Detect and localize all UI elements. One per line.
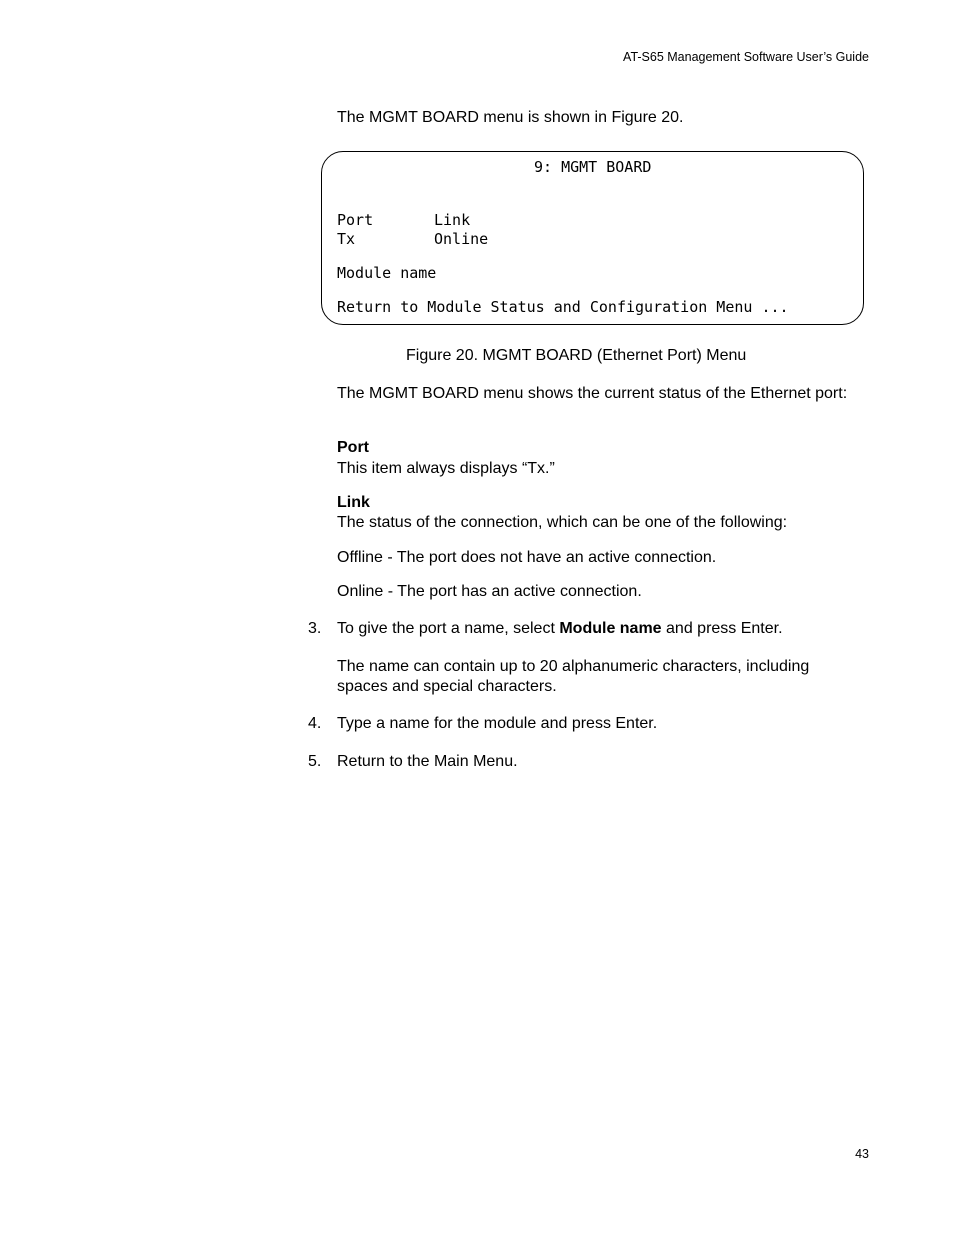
terminal-module-name-item: Module name (337, 264, 437, 282)
step-number-4: 4. (308, 715, 322, 732)
terminal-link-value: Online (434, 230, 489, 248)
step-text-3 (337, 619, 857, 639)
definition-text-port: This item always displays “Tx.” (337, 460, 555, 477)
step-3-note: The name can contain up to 20 alphanumeric characters, including spaces and special characters. (337, 658, 810, 695)
terminal-screen (321, 151, 864, 325)
terminal-return-item: Return to Module Status and Configuration Menu ... (337, 298, 789, 316)
step-text-4: Type a name for the module and press Enter. (337, 715, 658, 732)
description-paragraph: The MGMT BOARD menu shows the current status of the Ethernet port: (337, 385, 848, 402)
step-3-pre: To give the port a name, select (337, 620, 560, 637)
definition-term-port: Port (337, 439, 369, 456)
step-number-5: 5. (308, 753, 322, 770)
running-header: AT-S65 Management Software User’s Guide (623, 50, 869, 64)
step-number-3: 3. (308, 620, 322, 637)
figure-caption: Figure 20. MGMT BOARD (Ethernet Port) Menu (406, 347, 747, 364)
terminal-port-header: Port (337, 211, 374, 229)
intro-paragraph: The MGMT BOARD menu is shown in Figure 20. (337, 109, 684, 126)
definition-term-link: Link (337, 494, 370, 511)
terminal-title: 9: MGMT BOARD (534, 158, 652, 176)
step-3-bold: Module name (559, 620, 662, 637)
step-3-post: and press Enter. (661, 620, 783, 637)
definition-text-link: The status of the connection, which can be one of the following: (337, 514, 788, 531)
terminal-port-value: Tx (337, 230, 356, 248)
link-state-offline: Offline - The port does not have an active connection. (337, 549, 717, 566)
step-text-5: Return to the Main Menu. (337, 753, 518, 770)
terminal-link-header: Link (434, 211, 471, 229)
link-state-online: Online - The port has an active connection. (337, 583, 642, 600)
page-number: 43 (855, 1147, 869, 1161)
